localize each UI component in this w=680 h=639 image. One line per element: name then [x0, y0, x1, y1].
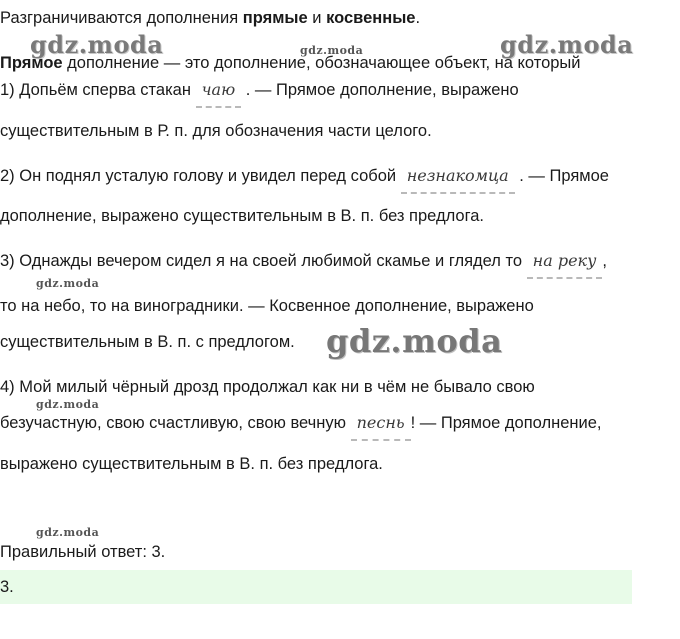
- item-4-line-1: 4) Мой милый чёрный дрозд продолжал как ни в чём не бывало свою: [0, 378, 535, 396]
- watermark: gdz.moda: [36, 526, 100, 539]
- watermark: gdz.moda: [36, 398, 100, 411]
- item-2-line-2: дополнение, выражено существительным в В. п. без предлога.: [0, 207, 485, 225]
- watermark: gdz.moda: [326, 322, 503, 360]
- definition-text: Прямое дополнение — это дополнение, обозначающее объект, на который: [0, 54, 581, 72]
- answer-word: чаю: [196, 80, 242, 100]
- intro-text: Разграничиваются дополнения прямые и косвенные.: [0, 9, 421, 27]
- answer-word: на реку: [527, 251, 603, 271]
- correct-answer-text: Правильный ответ: 3.: [0, 543, 166, 561]
- answer-box: [0, 570, 632, 604]
- item-3-line-2: то на небо, то на виноградники. — Косвенное дополнение, выражено: [0, 297, 534, 315]
- item-3-line-1: 3) Однажды вечером сидел я на своей любимой скамье и глядел то на реку ,: [0, 251, 607, 270]
- item-3-line-3: существительным в В. п. с предлогом.: [0, 333, 295, 351]
- item-2-line-1: 2) Он поднял усталую голову и увидел перед собой незнакомца . — Прямое: [0, 166, 609, 185]
- item-4-line-3: выражено существительным в В. п. без предлога.: [0, 455, 383, 473]
- item-1-line-2: существительным в Р. п. для обозначения части целого.: [0, 122, 432, 140]
- watermark: gdz.moda: [500, 30, 634, 59]
- watermark: gdz.moda: [30, 30, 164, 59]
- answer-word: песнь: [351, 413, 411, 433]
- item-4-line-2: безучастную, свою счастливую, свою вечную песнь ! — Прямое дополнение,: [0, 413, 602, 432]
- watermark: gdz.moda: [36, 277, 100, 290]
- answer-word: незнакомца: [401, 166, 515, 186]
- item-1-line-1: 1) Допьём сперва стакан чаю . — Прямое дополнение, выражено: [0, 80, 519, 99]
- answer-value: 3.: [0, 578, 14, 596]
- watermark: gdz.moda: [300, 44, 364, 57]
